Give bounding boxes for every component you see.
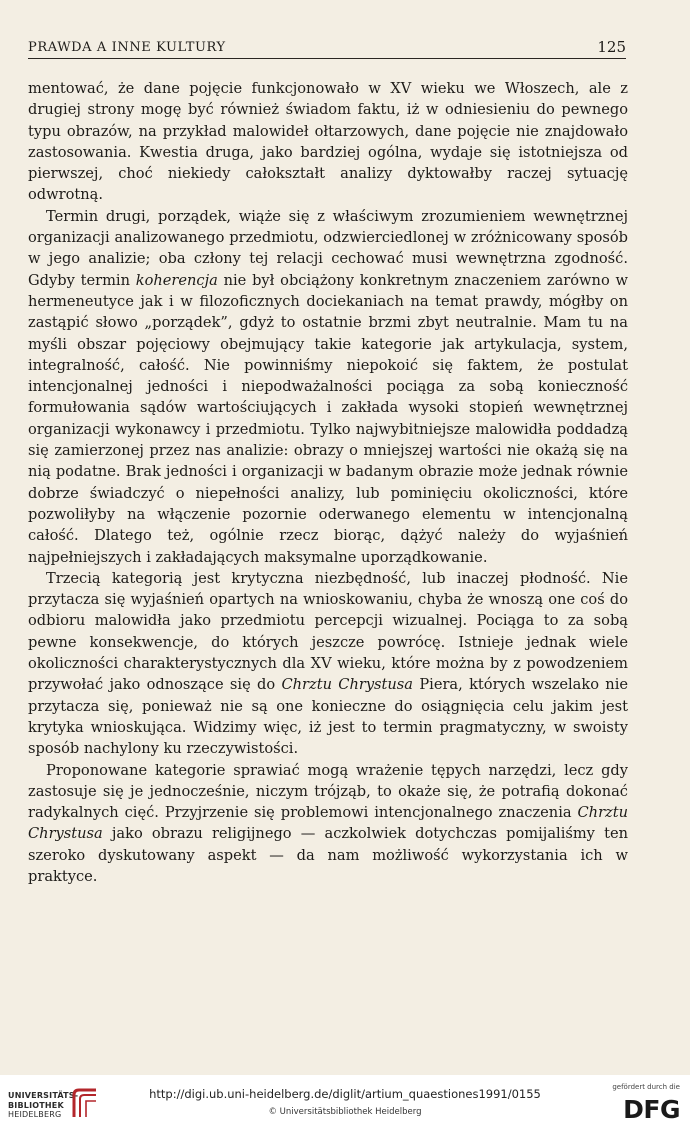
paragraph-1-text: mentować, że dane pojęcie funkcjonowało w XV wieku we Włoszech, ale z drugiej strony mogę być również świadom faktu, iż w odniesieniu do pewnego typu obrazów, na przykład malowideł ołtarzowych, dane pojęcie nie znajdowało zastosowania. Kwestia druga, jako bardziej ogólna, wydaje się istotniejsza od pierwszej, choć niekiedy całokształt analizy dyktowałby raczej sytuację odwrotną. [28,80,628,204]
funder-block[interactable] [600,1083,680,1125]
digitization-footer [0,1075,690,1130]
body-text [28,78,628,887]
dfg-logo: DFG [623,1095,680,1124]
paragraph-2 [28,206,628,568]
paragraph-3-text-b: Piera, których wszelako nie przytacza się, ponieważ nie są one konieczne do osiągnięcia celu jakim jest krytyka wnioskująca. Widzimy więc, iż jest to termin pragmatyczny, w swoisty sposób nachylony ku rzeczywistości. [28,676,628,758]
paragraph-1 [28,78,628,206]
paragraph-2-text-b: nie był obciążony konkretnym znaczeniem zarówno w hermeneutyce jak i w filozoficznych dociekaniach na temat prawdy, mógłby on zastąpić słowo „porządek”, gdyż to ostatnie brzmi zbyt neutralnie. Mam tu na myśli obszar pojęciowy obejmujący takie kategorie jak artykulacja, system, integralność, całość. Nie powinniśmy niepokoić się faktem, że postulat intencjonalnej jedności i niepodważalności pociąga za sobą konieczność formułowania sądów wartościujących i zakłada wysoki stopień wewnętrznej organizacji wykonawcy i przedmiotu. Tylko najwybitniejsze malowidła poddadzą się zamierzonej przez nas analizie: obrazy o mniejszej wartości nie okażą się na nią podatne. Brak jedności i organizacji w badanym obrazie może jednak równie dobrze świadczyć o niepełności analizy, lub pominięciu okoliczności, które pozwoliłyby na włączenie pozornie oderwanego elementu w intencjonalną całość. Dlatego też, ogólnie rzecz biorąc, dążyć należy do wyjaśnień najpełniejszych i zakładających maksymalne uporządkowanie. [28,271,628,566]
paragraph-4-text-a: Proponowane kategorie sprawiać mogą wrażenie tępych narzędzi, lecz gdy zastosuje się je jednocześnie, niczym trójząb, to okaże się, że potrafią dokonać radykalnych cięć. Przyjrzenie się problemowi intencjonalnego znaczenia [28,761,628,822]
permalink-url[interactable]: http://digi.ub.uni-heidelberg.de/diglit/artium_quaestiones1991/0155 [149,1087,541,1101]
title-chrzest-chrystusa: Chrztu Chrystusa [281,676,414,694]
library-name-line-2: BIBLIOTHEK [8,1100,64,1110]
term-koherencja: koherencja [135,271,218,289]
funder-note: gefördert durch die [612,1083,680,1091]
title-chrzest-chrystusa-2: Chrztu Chrystusa [28,804,628,843]
paragraph-4 [28,760,628,888]
running-title: PRAWDA A INNE KULTURY [28,40,226,55]
paragraph-3-text-a: Trzecią kategorią jest krytyczna niezbędność, lub inaczej płodność. Nie przytacza się wyjaśnień opartych na wnioskowaniu, chyba że wnoszą one coś do odbioru malowidła jako przedmiotu percepcji wizualnej. Pociąga to za sobą pewne konsekwencje, do których jeszcze powrócę. Istnieje jednak wiele okoliczności charakterystycznych dla XV wieku, które można by z powodzeniem przywołać jako odnoszące się do [28,569,628,694]
paragraph-4-text-b: jako obrazu religijnego — aczkolwiek dotychczas pomijaliśmy ten szeroko dyskutowany aspekt — da nam możliwość wykorzystania ich w praktyce. [28,825,628,885]
copyright-notice: © Universitätsbibliothek Heidelberg [268,1107,422,1117]
paragraph-2-text-a: Termin drugi, porządek, wiąże się z właściwym zrozumieniem wewnętrznej organizacji analizowanego przedmiotu, odzwierciedlonej w zróżnicowany sposób w jego analizie; oba człony tej relacji cechować musi wewnętrzna zgodność. Gdyby termin [28,207,628,289]
library-name-line-1: UNIVERSITÄTS- [8,1091,79,1100]
running-header [28,38,626,59]
page-number: 125 [597,38,626,56]
library-name-line-3: HEIDELBERG [8,1110,62,1119]
paragraph-3 [28,568,628,760]
